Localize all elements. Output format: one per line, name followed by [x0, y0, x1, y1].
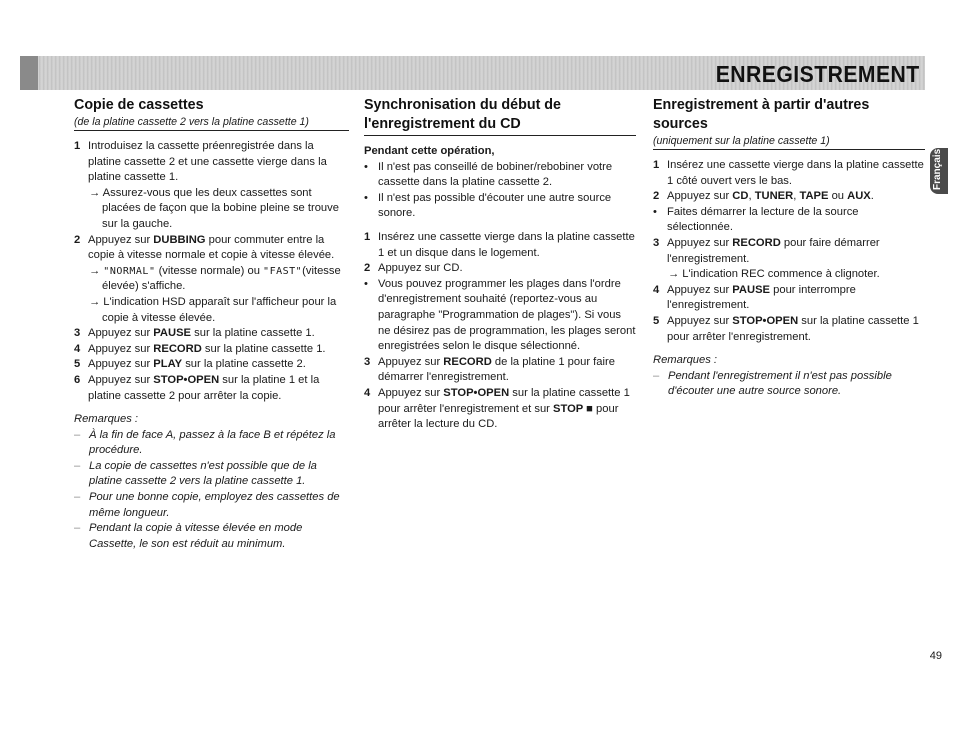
step-2-note-display: → "NORMAL" (vitesse normale) ou "FAST"(vitesse élevée) s'affiche.	[89, 264, 341, 293]
section-title-autres: Enregistrement à partir d'autres sources	[653, 97, 870, 132]
step-4: 4 Appuyez sur RECORD sur la platine cassette 1.	[74, 342, 326, 355]
step-3: 3 Appuyez sur PAUSE sur la platine cassette 1.	[74, 327, 315, 340]
step-4: 4 Appuyez sur STOP•OPEN sur la platine cassette 1 pour arrêter l'enregistrement et sur STOP ■ pour arrêter la lecture du CD.	[364, 386, 630, 431]
column-autres-sources	[653, 96, 925, 400]
section-subtitle-copie: (de la platine cassette 2 vers la platine cassette 1)	[74, 116, 309, 128]
step-4: 4 Appuyez sur PAUSE pour interrompre l'enregistrement.	[653, 283, 856, 312]
page-title: ENREGISTREMENT	[716, 61, 920, 87]
remark-item: – Pour une bonne copie, employez des cassettes de même longueur.	[74, 491, 340, 519]
step-2: 2 Appuyez sur CD.	[364, 262, 463, 275]
step-3: 3 Appuyez sur RECORD pour faire démarrer l'enregistrement.	[653, 236, 880, 265]
step-1: 1 Insérez une cassette vierge dans la platine cassette 1 et un disque dans le logement.	[364, 230, 635, 259]
during-label: Pendant cette opération,	[364, 145, 495, 157]
section-subtitle-autres: (uniquement sur la platine cassette 1)	[653, 135, 830, 147]
language-tab: Français	[930, 148, 948, 194]
column-copie-cassettes	[74, 96, 349, 552]
step-2: 2 Appuyez sur CD, TUNER, TAPE ou AUX.	[653, 190, 874, 203]
bullet-item: • Il n'est pas possible d'écouter une autre source sonore.	[364, 191, 612, 220]
remark-item: – Pendant l'enregistrement il n'est pas possible d'écouter une autre source sonore.	[653, 369, 892, 398]
step-2-note-hsd: → L'indication HSD apparaît sur l'afficheur pour la copie à vitesse élevée.	[89, 295, 337, 324]
step-6: 6 Appuyez sur STOP•OPEN sur la platine 1 et la platine cassette 2 pour arrêter la copie.	[74, 373, 320, 402]
step-5: 5 Appuyez sur PLAY sur la platine cassette 2.	[74, 358, 306, 371]
step-1: 1 Insérez une cassette vierge dans la platine cassette 1 côté ouvert vers le bas.	[653, 159, 924, 187]
column-synchronisation-cd	[364, 96, 636, 433]
remarks-title: Remarques :	[74, 413, 139, 426]
bullet-item: • Il n'est pas conseillé de bobiner/rebobiner votre cassette dans la platine cassette 2.	[364, 160, 613, 189]
step-3-note: → L'indication REC commence à clignoter.	[668, 268, 880, 281]
step-5: 5 Appuyez sur STOP•OPEN sur la platine cassette 1 pour arrêter l'enregistrement.	[653, 314, 919, 343]
bullet-item: • Faites démarrer la lecture de la source sélectionnée.	[653, 205, 859, 234]
remarks-title: Remarques :	[653, 354, 718, 367]
step-1: 1 Introduisez la cassette préenregistrée dans la platine cassette 2 et une cassette vierge dans la platine cassette 1.	[74, 140, 327, 184]
step-1-note: → Assurez-vous que les deux cassettes sont placées de façon que la bobine pleine se trouve sur la gauche.	[89, 186, 339, 230]
step-3: 3 Appuyez sur RECORD de la platine 1 pour faire démarrer l'enregistrement.	[364, 355, 615, 384]
bullet-item: • Vous pouvez programmer les plages dans l'ordre d'enregistrement souhaité (reportez-vous au paragraphe "Programmation de plages"). Si vous ne désirez pas de programmation, les plages seront enregistrées selon le disque sélectionné.	[364, 277, 636, 353]
remark-item: – Pendant la copie à vitesse élevée en mode Cassette, le son est réduit au minimum.	[74, 522, 303, 550]
section-title-synchro: Synchronisation du début de l'enregistrement du CD	[364, 97, 561, 132]
step-2: 2 Appuyez sur DUBBING pour commuter entre la copie à vitesse normale et copie à vitesse élevée.	[74, 233, 335, 262]
remark-item: – À la fin de face A, passez à la face B et répétez la procédure.	[74, 428, 336, 457]
remark-item: – La copie de cassettes n'est possible que de la platine cassette 2 vers la platine cassette 1.	[74, 459, 317, 488]
section-title-copie: Copie de cassettes	[74, 97, 204, 113]
page-number: 49	[929, 650, 942, 662]
header-banner-edge	[20, 56, 38, 90]
